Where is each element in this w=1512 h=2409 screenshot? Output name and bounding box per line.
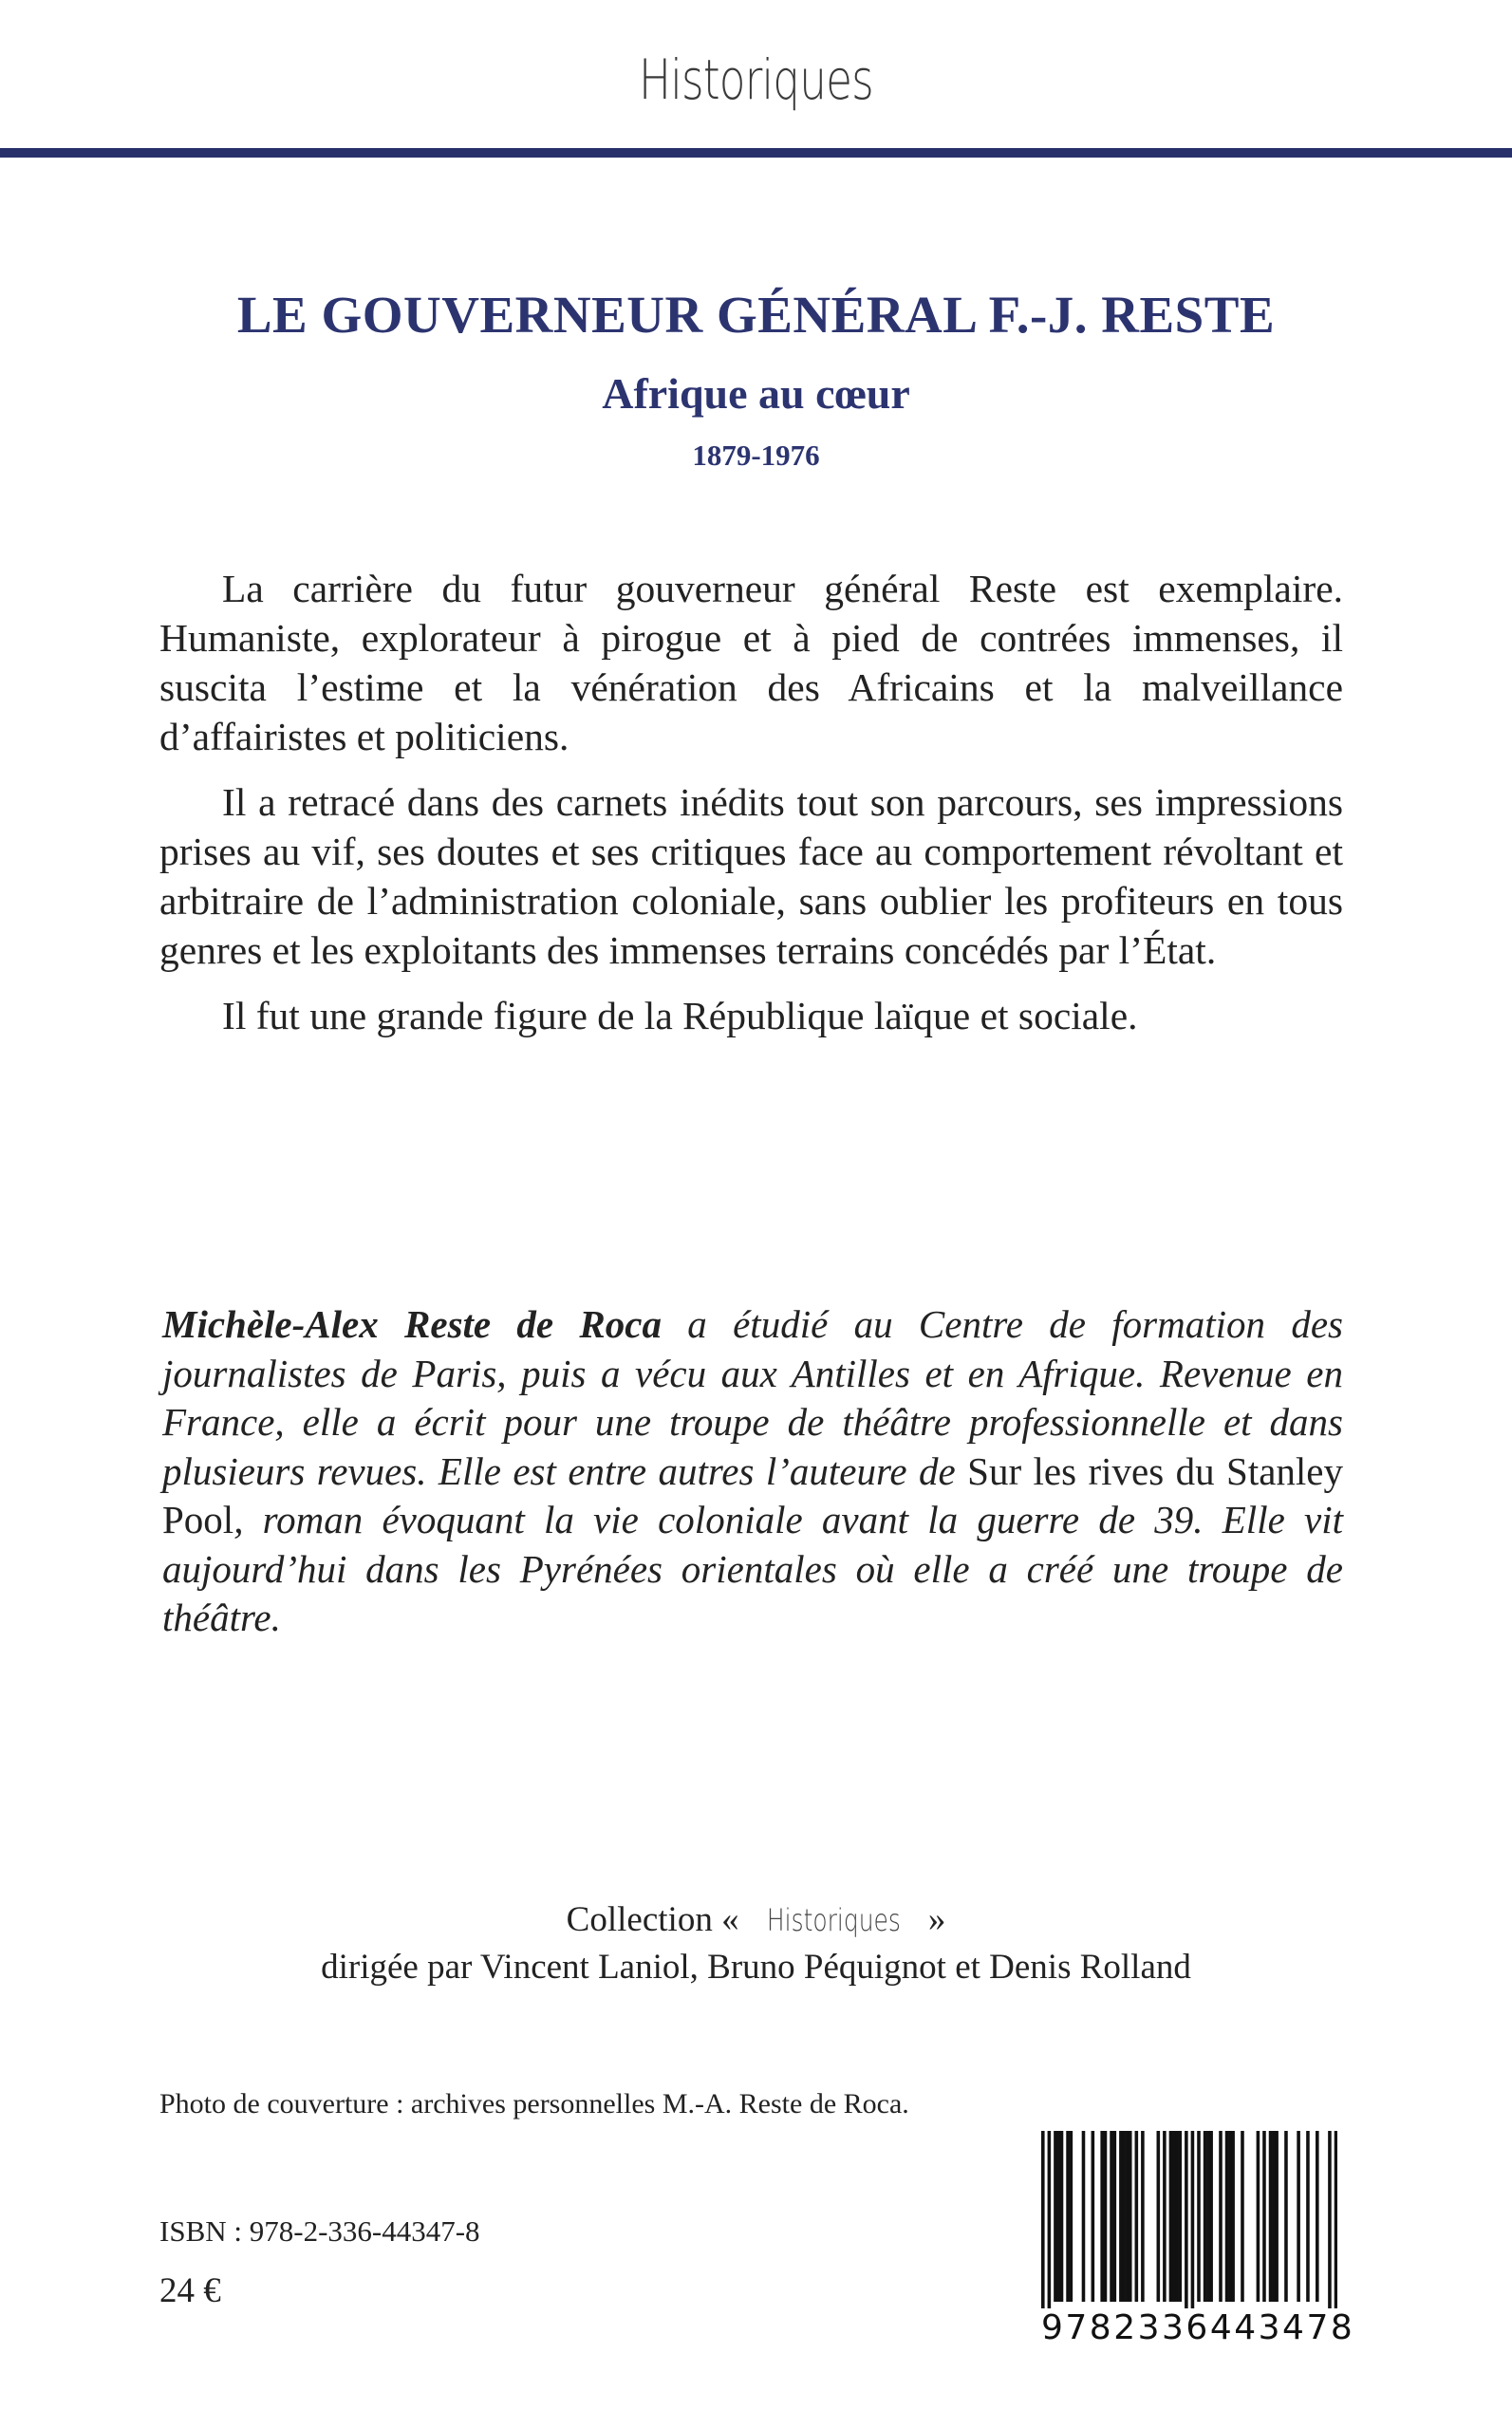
barcode-bar [1275,2131,1279,2302]
barcode-bar [1135,2131,1139,2302]
summary-paragraph: Il fut une grande figure de la République laïque et sociale. [222,994,1138,1037]
barcode-bar [1104,2131,1108,2302]
barcode-bar [1113,2131,1117,2302]
barcode-bar [1100,2131,1104,2302]
barcode-bar [1172,2131,1176,2302]
summary-text [159,564,1343,1056]
collection-suffix: » [919,1900,946,1939]
barcode-bar [1209,2131,1213,2302]
isbn: ISBN : 978-2-336-44347-8 [159,2214,480,2248]
barcode-bar [1082,2131,1086,2302]
barcode-bar [1119,2131,1123,2302]
barcode-bar [1141,2131,1145,2302]
author-bio [162,1300,1343,1643]
barcode-bar [1257,2131,1260,2302]
price: 24 € [159,2271,221,2310]
barcode-bar [1066,2131,1070,2302]
barcode-bar [1129,2131,1132,2302]
barcode-bar [1175,2131,1179,2302]
photo-credit: Photo de couverture : archives personnelles M.-A. Reste de Roca. [159,2088,909,2120]
book-subtitle: Afrique au cœur [602,369,910,418]
barcode-bar [1185,2131,1188,2311]
barcode-bar [1272,2131,1276,2302]
barcode-bar [1191,2131,1195,2311]
barcode-bar [1269,2131,1273,2302]
collection-directors: dirigée par Vincent Laniol, Bruno Péquignot et Denis Rolland [321,1948,1191,1987]
barcode-bar [1060,2131,1064,2302]
barcode-bar [1157,2131,1161,2302]
barcode-bar [1231,2131,1235,2302]
barcode-bar [1110,2131,1113,2302]
barcode-bar [1219,2131,1223,2302]
barcode-bar [1284,2131,1288,2302]
barcode-bar [1262,2131,1266,2302]
bio-text: a étudié au Centre de formation des journalistes de Paris, puis a vécu aux Antilles et en Afrique. Revenue en France, elle a écrit pour une troupe de théâtre professionnelle et dans plusieurs revues. Elle est entre autres l’auteure de [162,1302,1343,1493]
summary-paragraph: La carrière du futur gouverneur général Reste est exemplaire. Humaniste, explorateur à pirogue et à pied de contrées immenses, il suscita l’estime et la vénération des Africains et la malveillance d’affairistes et politiciens. [159,567,1343,758]
barcode-bar [1122,2131,1126,2302]
barcode-bar [1197,2131,1201,2302]
barcode-bar [1163,2131,1167,2302]
book-title: LE GOUVERNEUR GÉNÉRAL F.-J. RESTE [236,286,1276,344]
bio-book-title: Sur les rives du Stanley Pool [162,1448,1344,1541]
barcode-bar [1316,2131,1319,2302]
barcode-bar [1126,2131,1129,2302]
author-name: Michèle-Alex Reste de Roca [162,1302,662,1346]
bio-text: , roman évoquant la vie coloniale avant la guerre de 39. Elle vit aujourd’hui dans les Pyrénées orientales où elle a créé une troupe de théâtre. [162,1498,1343,1639]
barcode-bar [1054,2131,1057,2302]
collection-name: Historiques [766,1902,901,1938]
barcode-bar [1328,2131,1332,2311]
barcode-bar [1228,2131,1232,2302]
barcode-bar [1070,2131,1073,2302]
barcode-bar [1225,2131,1229,2302]
barcode-bar [1297,2131,1300,2302]
barcode-bar [1169,2131,1173,2302]
barcode-bar [1056,2131,1060,2302]
barcode-bar [1048,2131,1052,2311]
collection-prefix: Collection « [566,1900,748,1939]
barcode-bar [1204,2131,1207,2302]
summary-paragraph: Il a retracé dans des carnets inédits tout son parcours, ses impressions prises au vif, ses doutes et ses critiques face au comportement révoltant et arbitraire de l’administration coloniale, sans oublier les profiteurs en tous genres et les exploitants des immenses terrains concédés par l’État. [159,780,1343,972]
barcode-bar [1335,2131,1337,2311]
collection-line [0,1896,1512,1944]
series-logo: Historiques [639,47,873,112]
book-dates: 1879-1976 [692,439,820,472]
collection-info [0,1896,1512,1991]
barcode-bar [1241,2131,1244,2302]
barcode-bars [1041,2131,1337,2311]
barcode-bar [1306,2131,1310,2302]
top-rule [0,148,1512,158]
barcode-bar [1041,2131,1045,2311]
barcode-bar [1206,2131,1210,2302]
barcode-bar [1179,2131,1183,2302]
barcode-bar [1092,2131,1095,2302]
barcode-digits: 9782336443478 [1041,2308,1355,2347]
